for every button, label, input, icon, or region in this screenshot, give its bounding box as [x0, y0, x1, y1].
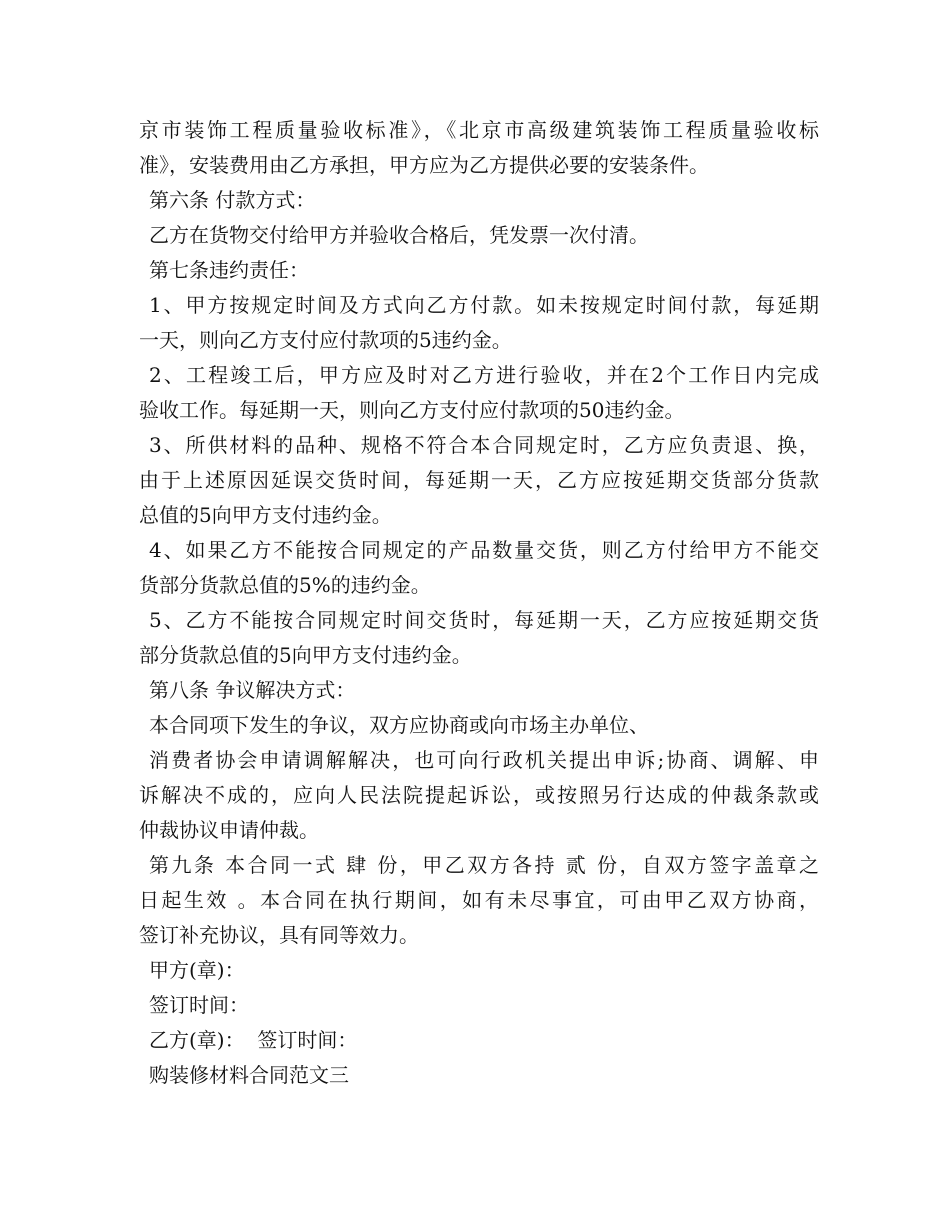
text-line: 消费者协会申请调解解决，也可向行政机关提出申诉;协商、调解、申 — [149, 748, 819, 772]
signature-label: 签订时间： — [149, 993, 249, 1017]
signature-label: 乙方(章)： 签订时间： — [149, 1028, 358, 1052]
text-line: 总值的5向甲方支付违约金。 — [139, 503, 392, 527]
text-line: 1、甲方按规定时间及方式向乙方付款。如未按规定时间付款，每延期 — [149, 293, 819, 317]
text-line: 仲裁协议申请仲裁。 — [139, 818, 319, 842]
contract-text — [139, 113, 819, 1093]
signature-label: 甲方(章)： — [149, 958, 245, 982]
text-line: 3、所供材料的品种、规格不符合本合同规定时，乙方应负责退、换， — [149, 433, 819, 457]
text-line: 京市装饰工程质量验收标准》，《北京市高级建筑装饰工程质量验收标 — [139, 118, 819, 142]
text-line: 诉解决不成的，应向人民法院提起诉讼，或按照另行达成的仲裁条款或 — [139, 783, 819, 807]
text-line: 2、工程竣工后，甲方应及时对乙方进行验收，并在2个工作日内完成 — [149, 363, 819, 387]
text-line: 准》，安装费用由乙方承担，甲方应为乙方提供必要的安装条件。 — [139, 153, 709, 177]
text-line: 验收工作。每延期一天，则向乙方支付应付款项的50违约金。 — [139, 398, 685, 422]
text-line: 货部分货款总值的5%的违约金。 — [139, 573, 431, 597]
next-document-title: 购装修材料合同范文三 — [149, 1063, 349, 1087]
text-line: 部分货款总值的5向甲方支付违约金。 — [139, 643, 472, 667]
text-line: 一天，则向乙方支付应付款项的5违约金。 — [139, 328, 512, 352]
text-line: 日起生效 。本合同在执行期间，如有未尽事宜，可由甲乙双方协商， — [139, 888, 819, 912]
text-line: 本合同项下发生的争议，双方应协商或向市场主办单位、 — [149, 713, 649, 737]
section-heading: 第八条 争议解决方式： — [149, 678, 356, 702]
text-line: 5、乙方不能按合同规定时间交货时，每延期一天，乙方应按延期交货 — [149, 608, 819, 632]
section-heading: 第七条违约责任： — [149, 258, 309, 282]
text-line: 签订补充协议，具有同等效力。 — [139, 923, 419, 947]
section-heading: 第六条 付款方式： — [149, 188, 316, 212]
text-line: 4、如果乙方不能按合同规定的产品数量交货，则乙方付给甲方不能交 — [149, 538, 819, 562]
text-line: 由于上述原因延误交货时间，每延期一天，乙方应按延期交货部分货款 — [139, 468, 819, 492]
text-line: 第九条 本合同一式 肆 份，甲乙双方各持 贰 份，自双方签字盖章之 — [149, 853, 819, 877]
text-line: 乙方在货物交付给甲方并验收合格后，凭发票一次付清。 — [149, 223, 649, 247]
